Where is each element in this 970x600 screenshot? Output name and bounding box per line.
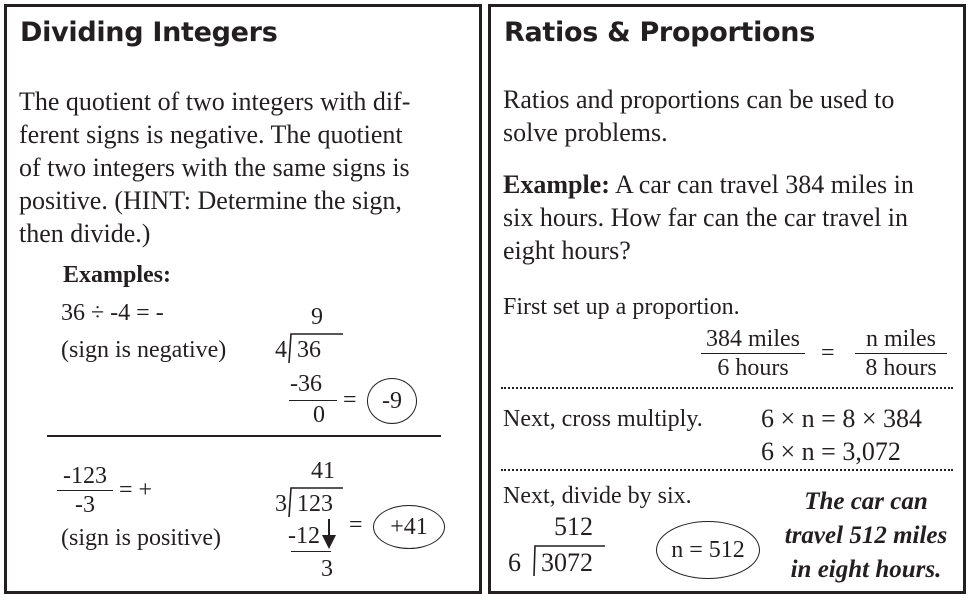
result: +41 — [390, 513, 428, 540]
remainder: 0 — [313, 402, 325, 428]
panel-title: Ratios & Proportions — [504, 17, 815, 48]
result-oval — [656, 521, 760, 579]
equals-sign: = — [349, 512, 363, 538]
example-line: eight hours? — [503, 236, 631, 265]
quotient: 9 — [311, 304, 323, 330]
dividend: 123 — [297, 491, 333, 517]
subtraction-rule — [291, 551, 331, 552]
divisor: 6 — [508, 548, 521, 577]
example2-fraction — [57, 462, 113, 519]
quotient: 512 — [554, 512, 593, 541]
subtract-line: -36 — [290, 371, 322, 397]
dotted-divider — [501, 387, 953, 389]
intro-line: solve problems. — [503, 118, 668, 147]
step3-text: Next, divide by six. — [503, 483, 692, 509]
denominator: 6 hours — [717, 355, 789, 381]
result: -9 — [382, 387, 402, 414]
numerator: n miles — [855, 325, 947, 354]
dividend: 3072 — [541, 548, 593, 577]
cross-multiply-eq1: 6 × n = 8 × 384 — [761, 404, 922, 433]
dividend: 36 — [297, 337, 321, 363]
dividing-integers-panel — [4, 4, 482, 594]
divisor: 3 — [275, 491, 287, 517]
example1-sign-note: (sign is negative) — [61, 337, 227, 363]
answer-line: travel 512 miles — [784, 522, 948, 549]
example1-expression: 36 ÷ -4 = - — [61, 300, 164, 326]
example-problem — [503, 168, 914, 267]
remainder: 3 — [321, 556, 333, 582]
intro-line: Ratios and proportions can be used to — [503, 85, 895, 114]
answer-line: The car can — [804, 488, 928, 515]
step1-text: First set up a proportion. — [503, 294, 740, 320]
example2-sign-note: (sign is positive) — [61, 525, 221, 551]
cross-multiply-eq2: 6 × n = 3,072 — [761, 437, 901, 466]
description-line: of two integers with the same signs is — [19, 153, 410, 182]
equals-sign: = — [821, 340, 835, 366]
example2-sign: = + — [119, 477, 153, 503]
divisor: 4 — [275, 337, 287, 363]
subtraction-rule — [289, 400, 337, 401]
subtract-line: -12 — [288, 523, 320, 549]
result-oval — [373, 505, 445, 549]
result-oval — [367, 378, 417, 424]
description-line: The quotient of two integers with dif- — [19, 87, 411, 116]
description-line: ferent signs is negative. The quotient — [19, 120, 403, 149]
example-line: A car can travel 384 miles in — [609, 170, 914, 199]
denominator: -3 — [75, 492, 95, 518]
right-fraction — [855, 325, 947, 382]
answer-statement — [771, 485, 961, 587]
description-line: positive. (HINT: Determine the sign, — [19, 186, 402, 215]
dotted-divider — [501, 469, 953, 471]
example-label: Example: — [503, 170, 610, 199]
intro — [503, 83, 894, 149]
quotient: 41 — [311, 458, 335, 484]
example-line: six hours. How far can the car travel in — [503, 203, 909, 232]
section-divider — [47, 435, 441, 437]
step2-text: Next, cross multiply. — [503, 406, 703, 432]
arrow-head-icon — [322, 535, 336, 549]
numerator: -123 — [57, 462, 113, 491]
panel-title: Dividing Integers — [20, 17, 278, 48]
description — [19, 85, 410, 250]
answer-line: in eight hours. — [790, 556, 942, 583]
result: n = 512 — [671, 536, 745, 563]
left-fraction — [701, 325, 805, 382]
ratios-proportions-panel — [488, 4, 966, 594]
denominator: 8 hours — [865, 355, 937, 381]
description-line: then divide.) — [19, 219, 151, 248]
numerator: 384 miles — [701, 325, 805, 354]
equals-sign: = — [343, 387, 357, 413]
examples-label: Examples: — [63, 262, 171, 288]
